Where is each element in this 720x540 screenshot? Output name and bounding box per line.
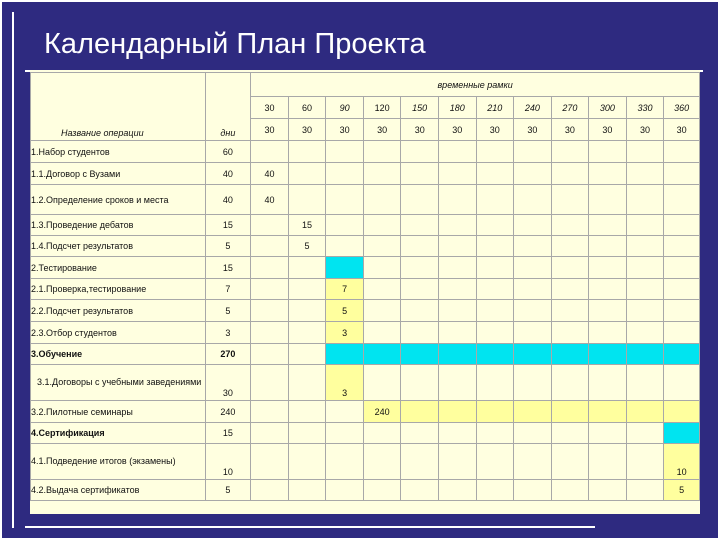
timeline-cell [363,480,401,501]
operation-days: 40 [205,185,251,215]
timeline-cell [401,300,439,322]
period-days: 30 [476,119,514,141]
timeline-cell [288,185,326,215]
timeline-bar-label: 240 [363,401,401,423]
timeline-cell [288,401,326,423]
operation-days: 30 [205,365,251,401]
period-header: 60 [288,97,326,119]
timeline-cell [626,279,664,300]
timeline-bar-summary [551,344,589,365]
timeline-cell [438,300,476,322]
period-header: 30 [251,97,289,119]
period-days: 30 [251,119,289,141]
operation-days: 60 [205,141,251,163]
operation-days: 15 [205,257,251,279]
operation-name: 2.1.Проверка,тестирование [31,279,206,300]
timeline-cell [288,322,326,344]
period-days: 30 [551,119,589,141]
operation-days: 3 [205,322,251,344]
timeline-cell [288,141,326,163]
timeline-bar-label: 3 [326,365,364,401]
timeline-bar-summary [438,344,476,365]
period-header: 150 [401,97,439,119]
table-row [31,322,700,344]
operation-days: 10 [205,444,251,480]
timeline-cell [589,279,627,300]
decor-bottom-line [25,526,595,528]
timeline-bar-label: 40 [251,185,289,215]
timeline-cell [251,141,289,163]
table-row [31,141,700,163]
timeline-bar-label: 5 [288,236,326,257]
operation-name: 3.Обучение [31,344,206,365]
column-header-days: дни [205,73,251,141]
timeline-cell [288,257,326,279]
timeline-cell [476,423,514,444]
timeline-cell [326,185,364,215]
timeline-cell [288,279,326,300]
timeline-bar-summary [476,344,514,365]
timeline-bar-summary [664,344,700,365]
timeline-cell [326,236,364,257]
period-days: 30 [288,119,326,141]
period-header: 120 [363,97,401,119]
timeline-cell [326,401,364,423]
timeline-cell [438,257,476,279]
timeline-bar-summary [326,257,364,279]
timeline-cell [589,141,627,163]
operation-days: 270 [205,344,251,365]
table-row [31,163,700,185]
timeline-cell [514,300,552,322]
timeline-cell [626,141,664,163]
timeline-cell [626,163,664,185]
timeline-cell [664,279,700,300]
period-header: 240 [514,97,552,119]
timeline-bar [514,401,552,423]
timeline-cell [589,163,627,185]
operation-name: 1.2.Определение сроков и места [31,185,206,215]
period-header: 330 [626,97,664,119]
timeline-cell [251,480,289,501]
timeline-cell [401,444,439,480]
timeline-cell [589,236,627,257]
timeline-cell [626,215,664,236]
timeline-cell [476,257,514,279]
timeline-cell [438,141,476,163]
timeline-cell [363,163,401,185]
timeline-cell [664,365,700,401]
timeline-cell [251,215,289,236]
timeline-cell [514,423,552,444]
decor-left-line [12,12,26,528]
timeline-cell [514,322,552,344]
period-header: 270 [551,97,589,119]
table-row [31,480,700,501]
operation-days: 40 [205,163,251,185]
timeline-cell [514,185,552,215]
timeline-cell [626,444,664,480]
timeline-cell [514,141,552,163]
timeline-cell [401,236,439,257]
timeline-cell [514,365,552,401]
timeline-cell [476,141,514,163]
operation-days: 240 [205,401,251,423]
timeline-cell [438,365,476,401]
timeline-cell [438,236,476,257]
group-header-timeframes: временные рамки [251,73,700,97]
period-header: 180 [438,97,476,119]
timeline-cell [363,322,401,344]
timeline-cell [401,163,439,185]
timeline-cell [363,236,401,257]
timeline-cell [476,444,514,480]
timeline-cell [401,257,439,279]
timeline-cell [326,423,364,444]
timeline-bar [551,401,589,423]
timeline-cell [363,300,401,322]
operation-days: 7 [205,279,251,300]
timeline-bar-label: 7 [326,279,364,300]
period-days: 30 [438,119,476,141]
timeline-cell [401,215,439,236]
timeline-cell [401,141,439,163]
operation-name: 3.1.Договоры с учебными заведениями [31,365,206,401]
timeline-bar-label: 3 [326,322,364,344]
timeline-cell [589,185,627,215]
table-row [31,257,700,279]
timeline-cell [589,257,627,279]
timeline-bar [626,401,664,423]
table-row [31,365,700,401]
period-days: 30 [664,119,700,141]
timeline-cell [401,185,439,215]
timeline-cell [664,322,700,344]
timeline-cell [514,236,552,257]
slide-title: Календарный План Проекта [44,28,426,60]
operation-days: 5 [205,480,251,501]
timeline-cell [438,163,476,185]
timeline-cell [626,365,664,401]
timeline-cell [326,215,364,236]
timeline-cell [589,215,627,236]
timeline-cell [363,365,401,401]
timeline-cell [251,365,289,401]
timeline-cell [626,322,664,344]
table-row [31,279,700,300]
timeline-bar-summary [626,344,664,365]
table-row [31,444,700,480]
timeline-cell [626,236,664,257]
timeline-cell [589,322,627,344]
operation-name: 2.2.Подсчет результатов [31,300,206,322]
timeline-cell [664,300,700,322]
period-days: 30 [363,119,401,141]
timeline-cell [589,423,627,444]
period-days: 30 [626,119,664,141]
timeline-bar-label: 40 [251,163,289,185]
timeline-cell [476,163,514,185]
period-days: 30 [401,119,439,141]
timeline-cell [288,163,326,185]
timeline-cell [664,163,700,185]
timeline-cell [401,365,439,401]
timeline-cell [251,322,289,344]
timeline-bar [664,401,700,423]
timeline-cell [438,480,476,501]
timeline-cell [514,163,552,185]
period-days: 30 [514,119,552,141]
timeline-cell [438,279,476,300]
timeline-bar-label: 15 [288,215,326,236]
period-days: 30 [326,119,364,141]
timeline-cell [514,279,552,300]
operation-name: 4.2.Выдача сертификатов [31,480,206,501]
operation-name: 3.2.Пилотные семинары [31,401,206,423]
timeline-bar-summary [514,344,552,365]
timeline-cell [251,423,289,444]
timeline-cell [288,423,326,444]
timeline-cell [363,215,401,236]
header-row-group [31,73,700,97]
timeline-cell [551,322,589,344]
timeline-cell [664,236,700,257]
timeline-cell [514,444,552,480]
timeline-cell [251,279,289,300]
timeline-cell [551,300,589,322]
timeline-cell [326,444,364,480]
timeline-cell [664,185,700,215]
timeline-cell [626,257,664,279]
timeline-cell [401,480,439,501]
period-days: 30 [589,119,627,141]
timeline-cell [251,344,289,365]
timeline-cell [664,215,700,236]
timeline-cell [288,444,326,480]
period-header: 90 [326,97,364,119]
timeline-cell [288,300,326,322]
project-schedule-table [30,72,700,501]
timeline-cell [626,185,664,215]
timeline-cell [251,300,289,322]
timeline-bar [476,401,514,423]
timeline-cell [363,279,401,300]
timeline-bar [589,401,627,423]
timeline-cell [363,185,401,215]
table-row [31,344,700,365]
timeline-cell [626,480,664,501]
timeline-cell [589,444,627,480]
period-header: 210 [476,97,514,119]
timeline-cell [251,257,289,279]
timeline-cell [664,257,700,279]
column-header-operation: Название операции [31,73,206,141]
timeline-cell [551,141,589,163]
table-row [31,215,700,236]
timeline-cell [551,163,589,185]
timeline-cell [476,215,514,236]
timeline-bar-label: 5 [664,480,700,501]
table-row [31,185,700,215]
timeline-cell [401,423,439,444]
timeline-cell [551,423,589,444]
timeline-cell [363,257,401,279]
timeline-cell [476,279,514,300]
timeline-bar-summary [664,423,700,444]
timeline-cell [551,279,589,300]
operation-name: 2.Тестирование [31,257,206,279]
timeline-cell [363,444,401,480]
timeline-cell [551,257,589,279]
timeline-cell [551,365,589,401]
timeline-cell [664,141,700,163]
timeline-cell [551,185,589,215]
operation-name: 1.1.Договор с Вузами [31,163,206,185]
operation-name: 2.3.Отбор студентов [31,322,206,344]
operation-name: 4.Сертификация [31,423,206,444]
timeline-cell [626,423,664,444]
table-row [31,423,700,444]
timeline-bar-label: 5 [326,300,364,322]
timeline-cell [363,141,401,163]
timeline-cell [551,236,589,257]
timeline-bar-summary [363,344,401,365]
timeline-cell [476,365,514,401]
timeline-cell [438,423,476,444]
timeline-cell [326,141,364,163]
timeline-cell [626,300,664,322]
timeline-cell [363,423,401,444]
timeline-cell [401,322,439,344]
timeline-cell [288,365,326,401]
timeline-cell [589,300,627,322]
timeline-cell [326,163,364,185]
timeline-bar-summary [326,344,364,365]
timeline-cell [401,279,439,300]
operation-days: 15 [205,215,251,236]
operation-name: 1.Набор студентов [31,141,206,163]
timeline-cell [288,344,326,365]
timeline-cell [251,236,289,257]
timeline-cell [589,480,627,501]
operation-days: 5 [205,236,251,257]
timeline-cell [476,480,514,501]
timeline-cell [288,480,326,501]
timeline-cell [438,215,476,236]
timeline-cell [551,480,589,501]
table-row [31,300,700,322]
timeline-cell [251,401,289,423]
timeline-cell [438,444,476,480]
period-header: 300 [589,97,627,119]
timeline-bar-summary [401,344,439,365]
operation-name: 1.4.Подсчет результатов [31,236,206,257]
table-row [31,236,700,257]
operation-days: 5 [205,300,251,322]
timeline-cell [514,257,552,279]
timeline-bar-summary [589,344,627,365]
timeline-cell [326,480,364,501]
timeline-bar-label: 10 [664,444,700,480]
operation-name: 1.3.Проведение дебатов [31,215,206,236]
period-header: 360 [664,97,700,119]
timeline-cell [514,215,552,236]
timeline-bar [401,401,439,423]
table-row [31,401,700,423]
operation-name: 4.1.Подведение итогов (экзамены) [31,444,206,480]
timeline-cell [476,185,514,215]
timeline-cell [551,215,589,236]
timeline-bar [438,401,476,423]
timeline-cell [251,444,289,480]
timeline-cell [476,300,514,322]
timeline-cell [514,480,552,501]
timeline-cell [476,236,514,257]
operation-days: 15 [205,423,251,444]
timeline-cell [551,444,589,480]
timeline-cell [589,365,627,401]
timeline-cell [438,185,476,215]
timeline-cell [476,322,514,344]
timeline-cell [438,322,476,344]
